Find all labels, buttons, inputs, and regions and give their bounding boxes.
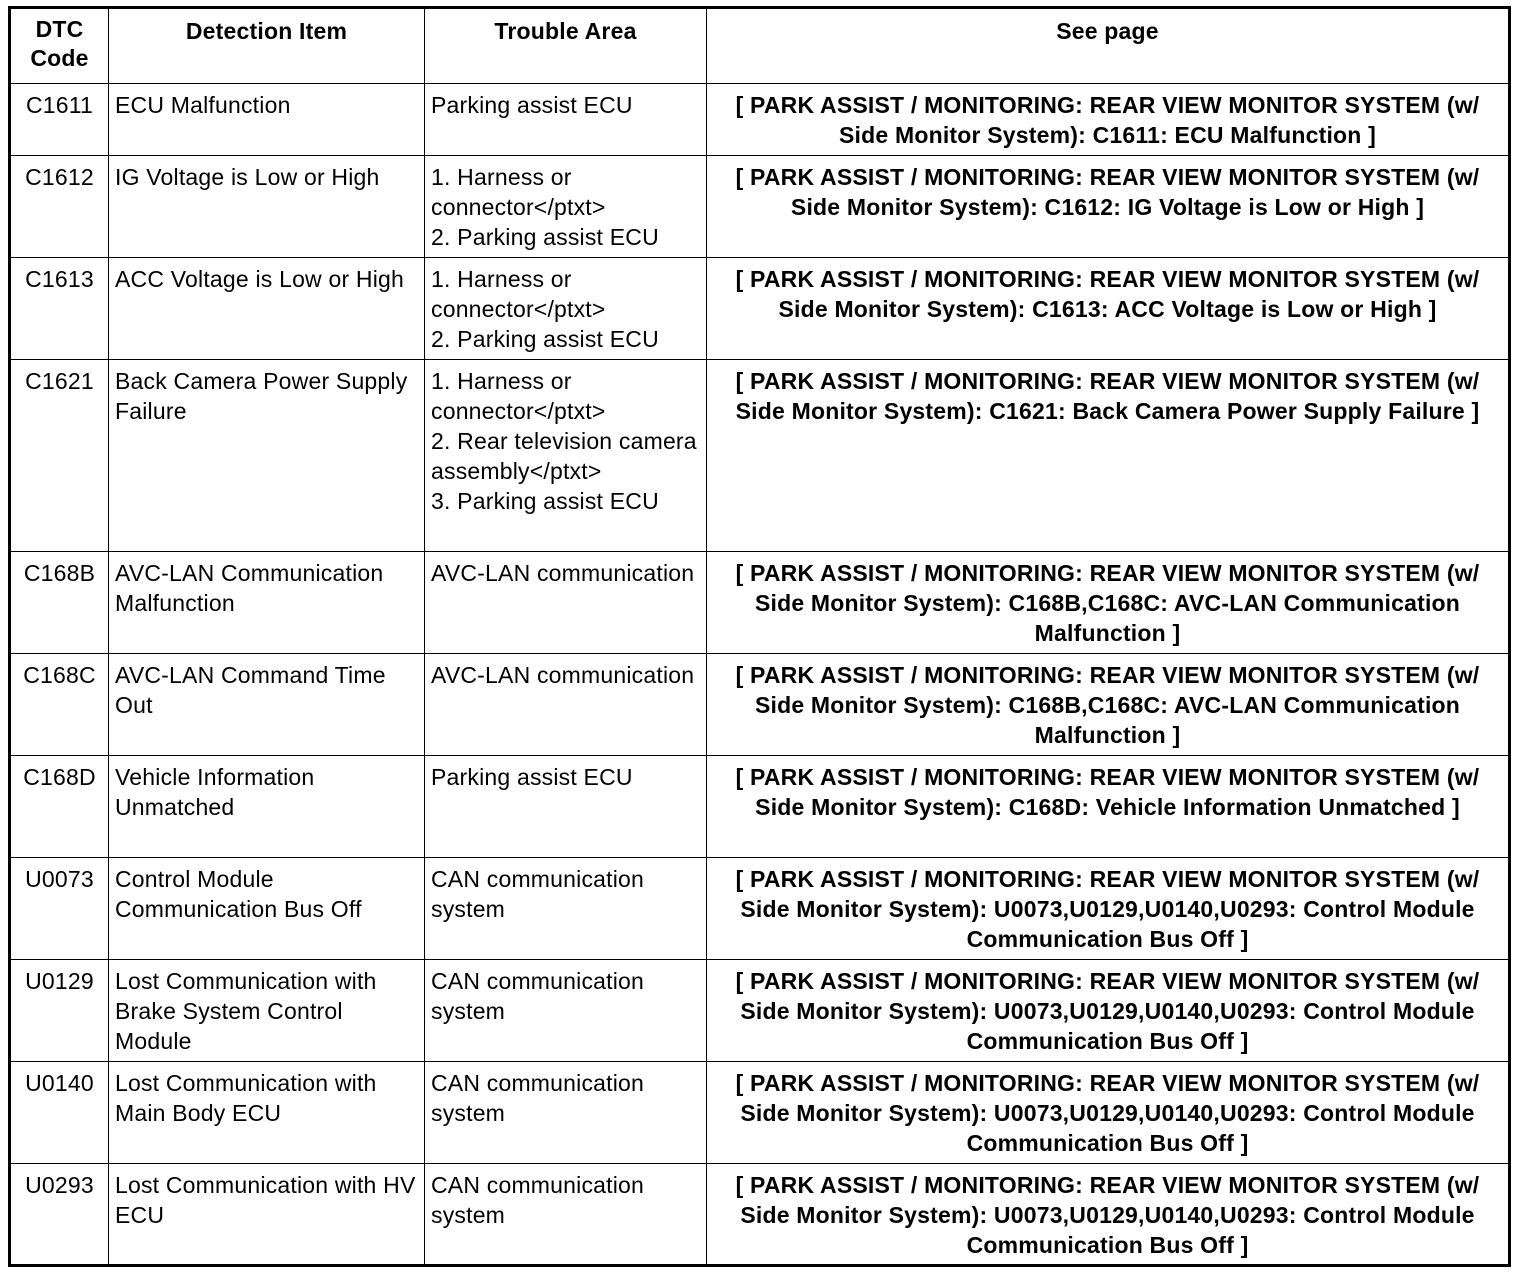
trouble-area-line: AVC-LAN communication [431, 560, 695, 586]
dtc-code-cell: C168B [10, 552, 109, 654]
dtc-code-cell: C1611 [10, 84, 109, 156]
table-row [10, 84, 1510, 156]
detection-item-cell: AVC-LAN Communication Malfunction [109, 552, 425, 654]
see-page-link[interactable]: [ PARK ASSIST / MONITORING: REAR VIEW MONITOR SYSTEM (w/ Side Monitor System): C168B,C168C: AVC-LAN Communication Malfunction ] [707, 552, 1510, 654]
dtc-code-cell: C168C [10, 654, 109, 756]
detection-item-cell: IG Voltage is Low or High [109, 156, 425, 258]
table-row [10, 552, 1510, 654]
trouble-area-line: 2. Parking assist ECU [431, 326, 659, 352]
detection-item-cell: ECU Malfunction [109, 84, 425, 156]
trouble-area-line: CAN communication system [431, 866, 645, 922]
table-row [10, 156, 1510, 258]
table-row [10, 360, 1510, 552]
see-page-link[interactable]: [ PARK ASSIST / MONITORING: REAR VIEW MONITOR SYSTEM (w/ Side Monitor System): U0073,U0129,U0140,U0293: Control Module Communication Bus Off ] [707, 858, 1510, 960]
header-detection-item: Detection Item [109, 8, 425, 84]
header-row [10, 8, 1510, 84]
dtc-code-cell: C1621 [10, 360, 109, 552]
see-page-link[interactable]: [ PARK ASSIST / MONITORING: REAR VIEW MONITOR SYSTEM (w/ Side Monitor System): U0073,U0129,U0140,U0293: Control Module Communication Bus Off ] [707, 1164, 1510, 1266]
trouble-area-cell [425, 756, 707, 858]
trouble-area-cell [425, 156, 707, 258]
trouble-area-cell [425, 1164, 707, 1266]
trouble-area-line: 1. Harness or connector</ptxt> [431, 164, 606, 220]
trouble-area-cell [425, 858, 707, 960]
table-row [10, 1062, 1510, 1164]
trouble-area-cell [425, 360, 707, 552]
dtc-code-cell: U0129 [10, 960, 109, 1062]
see-page-link[interactable]: [ PARK ASSIST / MONITORING: REAR VIEW MONITOR SYSTEM (w/ Side Monitor System): C1611: ECU Malfunction ] [707, 84, 1510, 156]
trouble-area-line: CAN communication system [431, 1172, 645, 1228]
dtc-code-cell: U0140 [10, 1062, 109, 1164]
trouble-area-line: Parking assist ECU [431, 764, 633, 790]
trouble-area-cell [425, 654, 707, 756]
detection-item-cell: Control Module Communication Bus Off [109, 858, 425, 960]
trouble-area-cell [425, 960, 707, 1062]
dtc-code-cell: C1613 [10, 258, 109, 360]
detection-item-cell: Back Camera Power Supply Failure [109, 360, 425, 552]
see-page-link[interactable]: [ PARK ASSIST / MONITORING: REAR VIEW MONITOR SYSTEM (w/ Side Monitor System): C168B,C168C: AVC-LAN Communication Malfunction ] [707, 654, 1510, 756]
table-row [10, 258, 1510, 360]
trouble-area-line: Parking assist ECU [431, 92, 633, 118]
header-dtc-code: DTC Code [10, 8, 109, 84]
trouble-area-cell [425, 1062, 707, 1164]
trouble-area-cell [425, 258, 707, 360]
trouble-area-line: 1. Harness or connector</ptxt> [431, 368, 606, 424]
dtc-code-cell: C1612 [10, 156, 109, 258]
detection-item-cell: AVC-LAN Command Time Out [109, 654, 425, 756]
see-page-link[interactable]: [ PARK ASSIST / MONITORING: REAR VIEW MONITOR SYSTEM (w/ Side Monitor System): U0073,U0129,U0140,U0293: Control Module Communication Bus Off ] [707, 1062, 1510, 1164]
table-row [10, 756, 1510, 858]
detection-item-cell: ACC Voltage is Low or High [109, 258, 425, 360]
detection-item-cell: Lost Communication with Main Body ECU [109, 1062, 425, 1164]
trouble-area-line: CAN communication system [431, 1070, 645, 1126]
trouble-area-line: 2. Parking assist ECU [431, 224, 659, 250]
detection-item-cell: Lost Communication with Brake System Control Module [109, 960, 425, 1062]
see-page-link[interactable]: [ PARK ASSIST / MONITORING: REAR VIEW MONITOR SYSTEM (w/ Side Monitor System): C168D: Vehicle Information Unmatched ] [707, 756, 1510, 858]
trouble-area-cell [425, 84, 707, 156]
table-row [10, 1164, 1510, 1266]
dtc-code-cell: U0293 [10, 1164, 109, 1266]
header-see-page: See page [707, 8, 1510, 84]
see-page-link[interactable]: [ PARK ASSIST / MONITORING: REAR VIEW MONITOR SYSTEM (w/ Side Monitor System): C1621: Back Camera Power Supply Failure ] [707, 360, 1510, 552]
header-trouble-area: Trouble Area [425, 8, 707, 84]
table-row [10, 960, 1510, 1062]
document-page [8, 6, 1511, 1267]
table-row [10, 858, 1510, 960]
see-page-link[interactable]: [ PARK ASSIST / MONITORING: REAR VIEW MONITOR SYSTEM (w/ Side Monitor System): U0073,U0129,U0140,U0293: Control Module Communication Bus Off ] [707, 960, 1510, 1062]
detection-item-cell: Vehicle Information Unmatched [109, 756, 425, 858]
see-page-link[interactable]: [ PARK ASSIST / MONITORING: REAR VIEW MONITOR SYSTEM (w/ Side Monitor System): C1613: ACC Voltage is Low or High ] [707, 258, 1510, 360]
trouble-area-cell [425, 552, 707, 654]
trouble-area-line: 3. Parking assist ECU [431, 488, 659, 514]
table-row [10, 654, 1510, 756]
dtc-code-cell: C168D [10, 756, 109, 858]
trouble-area-line: CAN communication system [431, 968, 645, 1024]
trouble-area-line: 1. Harness or connector</ptxt> [431, 266, 606, 322]
trouble-area-line: AVC-LAN communication [431, 662, 695, 688]
see-page-link[interactable]: [ PARK ASSIST / MONITORING: REAR VIEW MONITOR SYSTEM (w/ Side Monitor System): C1612: IG Voltage is Low or High ] [707, 156, 1510, 258]
detection-item-cell: Lost Communication with HV ECU [109, 1164, 425, 1266]
dtc-table [8, 6, 1511, 1267]
dtc-code-cell: U0073 [10, 858, 109, 960]
trouble-area-line: 2. Rear television camera assembly</ptxt> [431, 428, 697, 484]
